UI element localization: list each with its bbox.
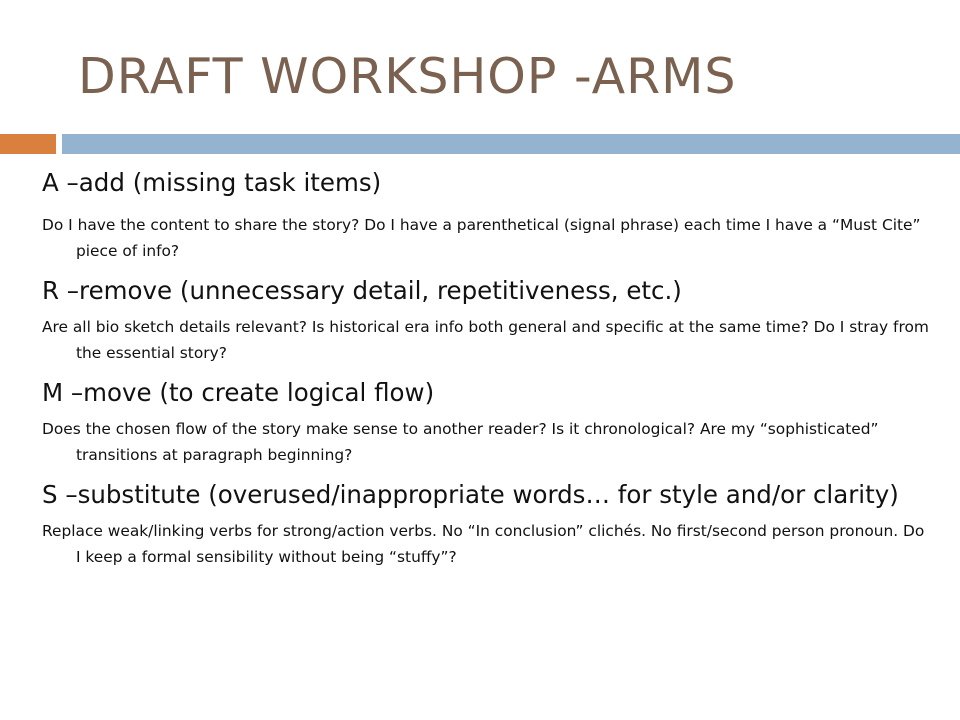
section-heading-remove: R –remove (unnecessary detail, repetitiveness, etc.) xyxy=(42,276,682,305)
section-detail-move: Does the chosen flow of the story make sense to another reader? Is it chronological? Are my “sophisticated” transitions at paragraph beginning? xyxy=(42,420,879,464)
section-detail-add: Do I have the content to share the story? Do I have a parenthetical (signal phrase) each time I have a “Must Cite” piece of info? xyxy=(42,216,921,260)
section-detail-remove: Are all bio sketch details relevant? Is historical era info both general and specific at the same time? Do I stray from the essential story? xyxy=(42,318,929,362)
title-accent-bar xyxy=(0,134,56,154)
section-heading-substitute: S –substitute (overused/inappropriate words… for style and/or clarity) xyxy=(42,480,899,509)
slide-body xyxy=(42,164,930,578)
section-heading-move: M –move (to create logical flow) xyxy=(42,378,435,407)
section-heading-add: A –add (missing task items) xyxy=(42,168,382,197)
title-divider-bar xyxy=(62,134,960,154)
slide-title: DRAFT WORKSHOP -ARMS xyxy=(78,48,737,105)
section-detail-substitute: Replace weak/linking verbs for strong/action verbs. No “In conclusion” clichés. No first/second person pronoun. Do I keep a formal sensibility without being “stuffy”? xyxy=(42,522,925,566)
